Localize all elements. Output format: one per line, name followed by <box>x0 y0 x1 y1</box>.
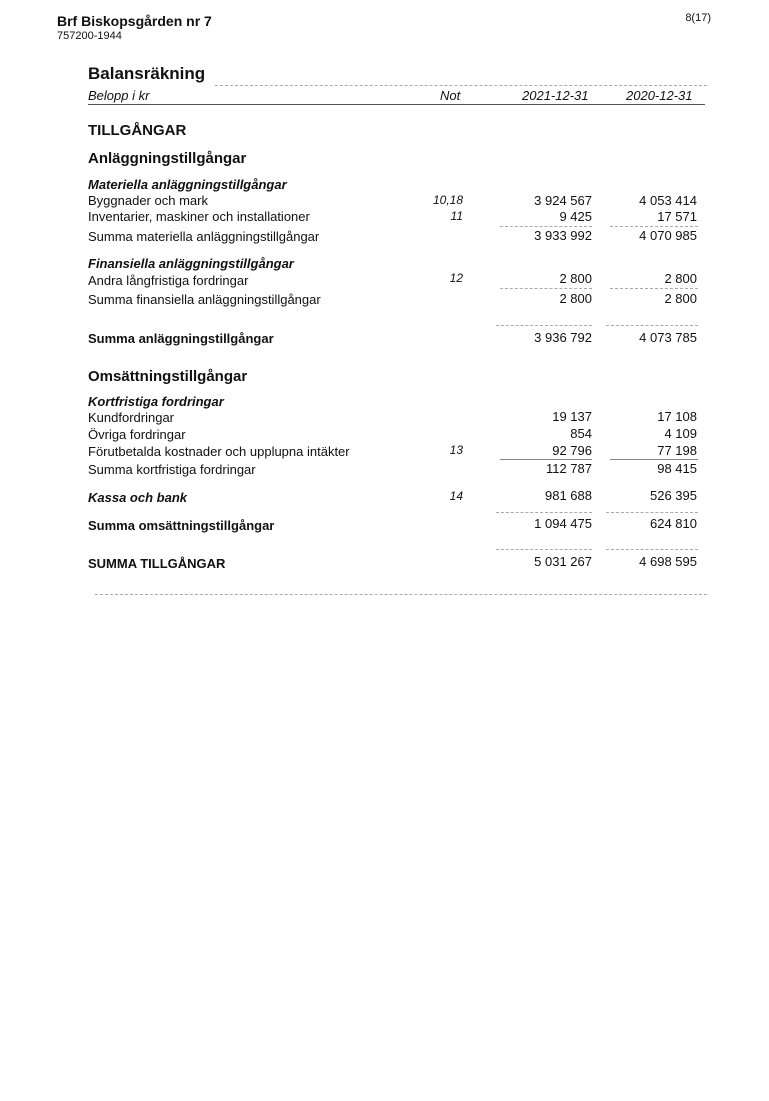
row-label: Kundfordringar <box>88 410 174 425</box>
row-value-2021: 854 <box>570 426 592 441</box>
sum-line <box>610 226 698 227</box>
row-label: Inventarier, maskiner och installationer <box>88 209 310 224</box>
page-number: 8(17) <box>685 12 711 24</box>
sum-line <box>610 288 698 289</box>
column-year-2021: 2021-12-31 <box>522 88 589 103</box>
total-value-2020: 4 073 785 <box>639 330 697 345</box>
column-note: Not <box>440 88 461 103</box>
page-title: Balansräkning <box>88 64 206 83</box>
group-tangible-assets: Materiella anläggningstillgångar <box>88 177 287 192</box>
row-note: 11 <box>450 209 463 223</box>
row-value-2020: 17 108 <box>657 409 697 424</box>
grand-total-value-2021: 5 031 267 <box>534 554 592 569</box>
row-value-2021: 3 924 567 <box>534 193 592 208</box>
row-note: 13 <box>449 443 463 457</box>
sum-value-2020: 2 800 <box>664 291 697 306</box>
cash-and-bank-label: Kassa och bank <box>88 490 187 505</box>
total-line <box>606 512 698 513</box>
sum-line <box>500 288 592 289</box>
total-value-2021: 3 936 792 <box>534 330 592 345</box>
total-label: Summa omsättningstillgångar <box>88 518 275 533</box>
row-value-2020: 526 395 <box>650 488 697 503</box>
sum-line <box>500 226 592 227</box>
organization-name: Brf Biskopsgården nr 7 <box>57 13 212 29</box>
sum-value-2021: 3 933 992 <box>534 228 592 243</box>
sum-line <box>500 459 592 460</box>
group-short-term-receivables: Kortfristiga fordringar <box>88 394 224 409</box>
row-value-2021: 981 688 <box>545 488 592 503</box>
title-divider <box>215 85 707 86</box>
row-label: Andra långfristiga fordringar <box>88 273 249 288</box>
row-note: 12 <box>449 271 463 285</box>
row-value-2020: 2 800 <box>664 271 697 286</box>
total-value-2021: 1 094 475 <box>534 516 592 531</box>
section-current-assets: Omsättningstillgångar <box>88 368 248 385</box>
total-line <box>606 325 698 326</box>
grand-total-value-2020: 4 698 595 <box>639 554 697 569</box>
section-fixed-assets: Anläggningstillgångar <box>88 150 247 167</box>
sum-value-2020: 98 415 <box>657 461 697 476</box>
organization-number: 757200-1944 <box>57 30 122 42</box>
grand-total-label: SUMMA TILLGÅNGAR <box>88 556 226 571</box>
column-amount-label: Belopp i kr <box>88 88 150 103</box>
bottom-divider <box>95 594 707 595</box>
header-underline <box>88 104 705 105</box>
total-value-2020: 624 810 <box>650 516 697 531</box>
row-value-2021: 9 425 <box>559 209 592 224</box>
sum-line <box>610 459 698 460</box>
group-financial-assets: Finansiella anläggningstillgångar <box>88 256 294 271</box>
row-label: Övriga fordringar <box>88 427 186 442</box>
row-value-2020: 77 198 <box>657 443 697 458</box>
row-label: Byggnader och mark <box>88 193 208 208</box>
row-value-2021: 19 137 <box>552 409 592 424</box>
sum-value-2020: 4 070 985 <box>639 228 697 243</box>
row-note: 14 <box>449 489 463 503</box>
sum-label: Summa kortfristiga fordringar <box>88 462 256 477</box>
row-value-2020: 4 053 414 <box>639 193 697 208</box>
sum-label: Summa materiella anläggningstillgångar <box>88 229 320 244</box>
row-value-2021: 2 800 <box>559 271 592 286</box>
row-value-2021: 92 796 <box>552 443 592 458</box>
total-line <box>496 512 592 513</box>
column-year-2020: 2020-12-31 <box>626 88 693 103</box>
sum-value-2021: 2 800 <box>559 291 592 306</box>
row-value-2020: 4 109 <box>664 426 697 441</box>
section-assets: TILLGÅNGAR <box>88 122 187 139</box>
row-note: 10,18 <box>432 193 463 207</box>
total-label: Summa anläggningstillgångar <box>88 331 274 346</box>
sum-value-2021: 112 787 <box>545 461 592 476</box>
row-value-2020: 17 571 <box>657 209 697 224</box>
grand-total-line <box>606 549 698 550</box>
grand-total-line <box>496 549 592 550</box>
row-label: Förutbetalda kostnader och upplupna intäkter <box>88 444 350 459</box>
total-line <box>496 325 592 326</box>
sum-label: Summa finansiella anläggningstillgångar <box>88 292 321 307</box>
